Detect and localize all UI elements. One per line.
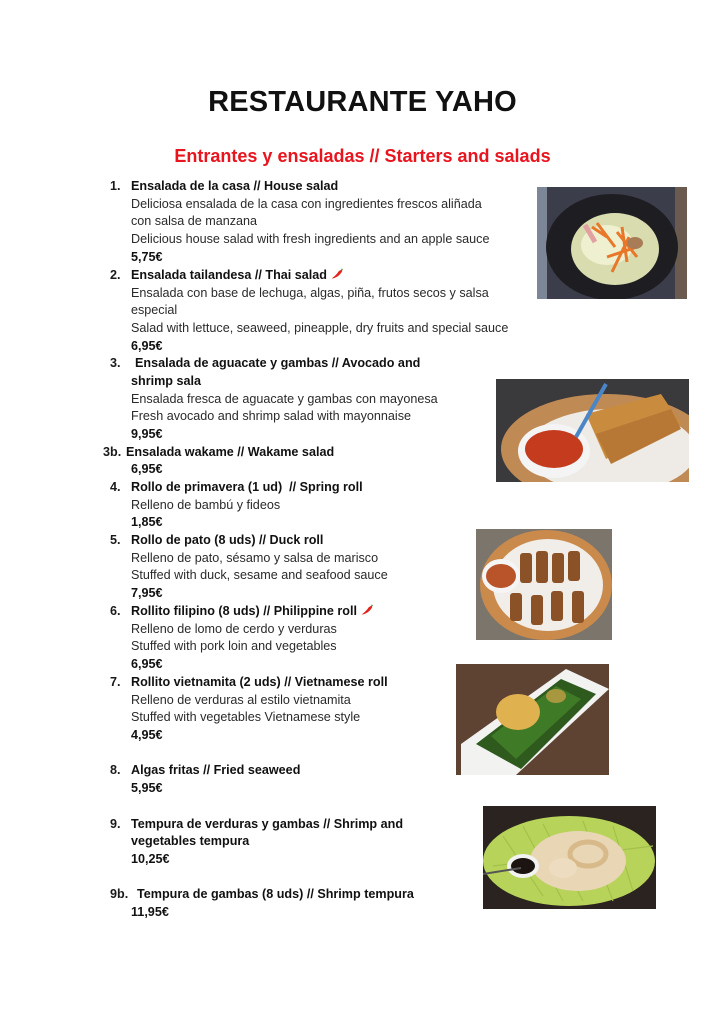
item-name: Ensalada tailandesa // Thai salad <box>131 268 327 282</box>
item-desc-es: Relleno de verduras al estilo vietnamita <box>131 693 351 707</box>
item-desc-en: Stuffed with pork loin and vegetables <box>131 639 337 653</box>
item-number: 9. <box>110 817 121 831</box>
item-name: Rollo de primavera (1 ud) // Spring roll <box>131 480 363 494</box>
item-number: 5. <box>110 533 121 547</box>
item-desc-es: Relleno de pato, sésamo y salsa de marisco <box>131 551 379 565</box>
item-number: 4. <box>110 480 121 494</box>
item-number: 7. <box>110 675 121 689</box>
item-price: 6,95€ <box>131 339 163 353</box>
item-name: Algas fritas // Fried seaweed <box>131 763 301 777</box>
item-price: 9,95€ <box>131 427 163 441</box>
item-desc-es: especial <box>131 303 178 317</box>
duck-roll-photo <box>476 529 612 640</box>
item-name: Ensalada de la casa // House salad <box>131 179 339 193</box>
item-desc-es: Ensalada fresca de aguacate y gambas con mayonesa <box>131 392 438 406</box>
item-name: Rollito vietnamita (2 uds) // Vietnamese roll <box>131 675 388 689</box>
item-price: 7,95€ <box>131 586 163 600</box>
house-salad-photo <box>537 187 687 299</box>
item-desc-en: Stuffed with vegetables Vietnamese style <box>131 710 361 724</box>
item-desc-en: Delicious house salad with fresh ingredients and an apple sauce <box>131 232 490 246</box>
item-name: Rollo de pato (8 uds) // Duck roll <box>131 533 324 547</box>
chili-pepper-icon <box>330 268 344 280</box>
item-desc-es: Deliciosa ensalada de la casa con ingredientes frescos aliñada <box>131 197 482 211</box>
item-desc-es: con salsa de manzana <box>131 214 258 228</box>
item-number: 3. <box>110 356 121 370</box>
item-price: 6,95€ <box>131 462 163 476</box>
item-number: 1. <box>110 179 121 193</box>
item-desc-es: Relleno de lomo de cerdo y verduras <box>131 622 337 636</box>
fried-seaweed-photo <box>456 664 609 775</box>
item-price: 1,85€ <box>131 515 163 529</box>
item-name-wrap <box>131 267 344 285</box>
chili-pepper-icon <box>360 604 374 616</box>
item-name: Ensalada wakame // Wakame salad <box>126 445 335 459</box>
item-name: Tempura de gambas (8 uds) // Shrimp tempura <box>137 887 414 901</box>
item-price: 5,95€ <box>131 781 163 795</box>
restaurant-title: RESTAURANTE YAHO <box>208 86 517 118</box>
item-price: 11,95€ <box>131 905 169 919</box>
item-price: 4,95€ <box>131 728 163 742</box>
item-name: Rollito filipino (8 uds) // Philippine roll <box>131 604 357 618</box>
item-number: 6. <box>110 604 121 618</box>
item-desc-es: Relleno de bambú y fideos <box>131 498 281 512</box>
item-number: 2. <box>110 268 121 282</box>
item-price: 5,75€ <box>131 250 163 264</box>
section-title: Entrantes y ensaladas // Starters and salads <box>174 146 551 166</box>
tempura-photo <box>483 806 656 909</box>
item-number: 3b. <box>103 445 122 459</box>
item-name: Ensalada de aguacate y gambas // Avocado and <box>135 356 421 370</box>
item-number: 9b. <box>110 887 129 901</box>
spring-roll-photo <box>496 379 689 482</box>
item-price: 6,95€ <box>131 657 163 671</box>
item-price: 10,25€ <box>131 852 170 866</box>
item-name-wrap <box>131 603 374 621</box>
item-name-cont: shrimp sala <box>131 374 201 388</box>
item-name-cont: vegetables tempura <box>131 834 250 848</box>
item-name: Tempura de verduras y gambas // Shrimp and <box>131 817 404 831</box>
item-desc-es: Ensalada con base de lechuga, algas, piña, frutos secos y salsa <box>131 286 489 300</box>
item-number: 8. <box>110 763 121 777</box>
item-desc-en: Salad with lettuce, seaweed, pineapple, dry fruits and special sauce <box>131 321 509 335</box>
item-desc-en: Fresh avocado and shrimp salad with mayonnaise <box>131 409 412 423</box>
item-desc-en: Stuffed with duck, sesame and seafood sauce <box>131 568 388 582</box>
